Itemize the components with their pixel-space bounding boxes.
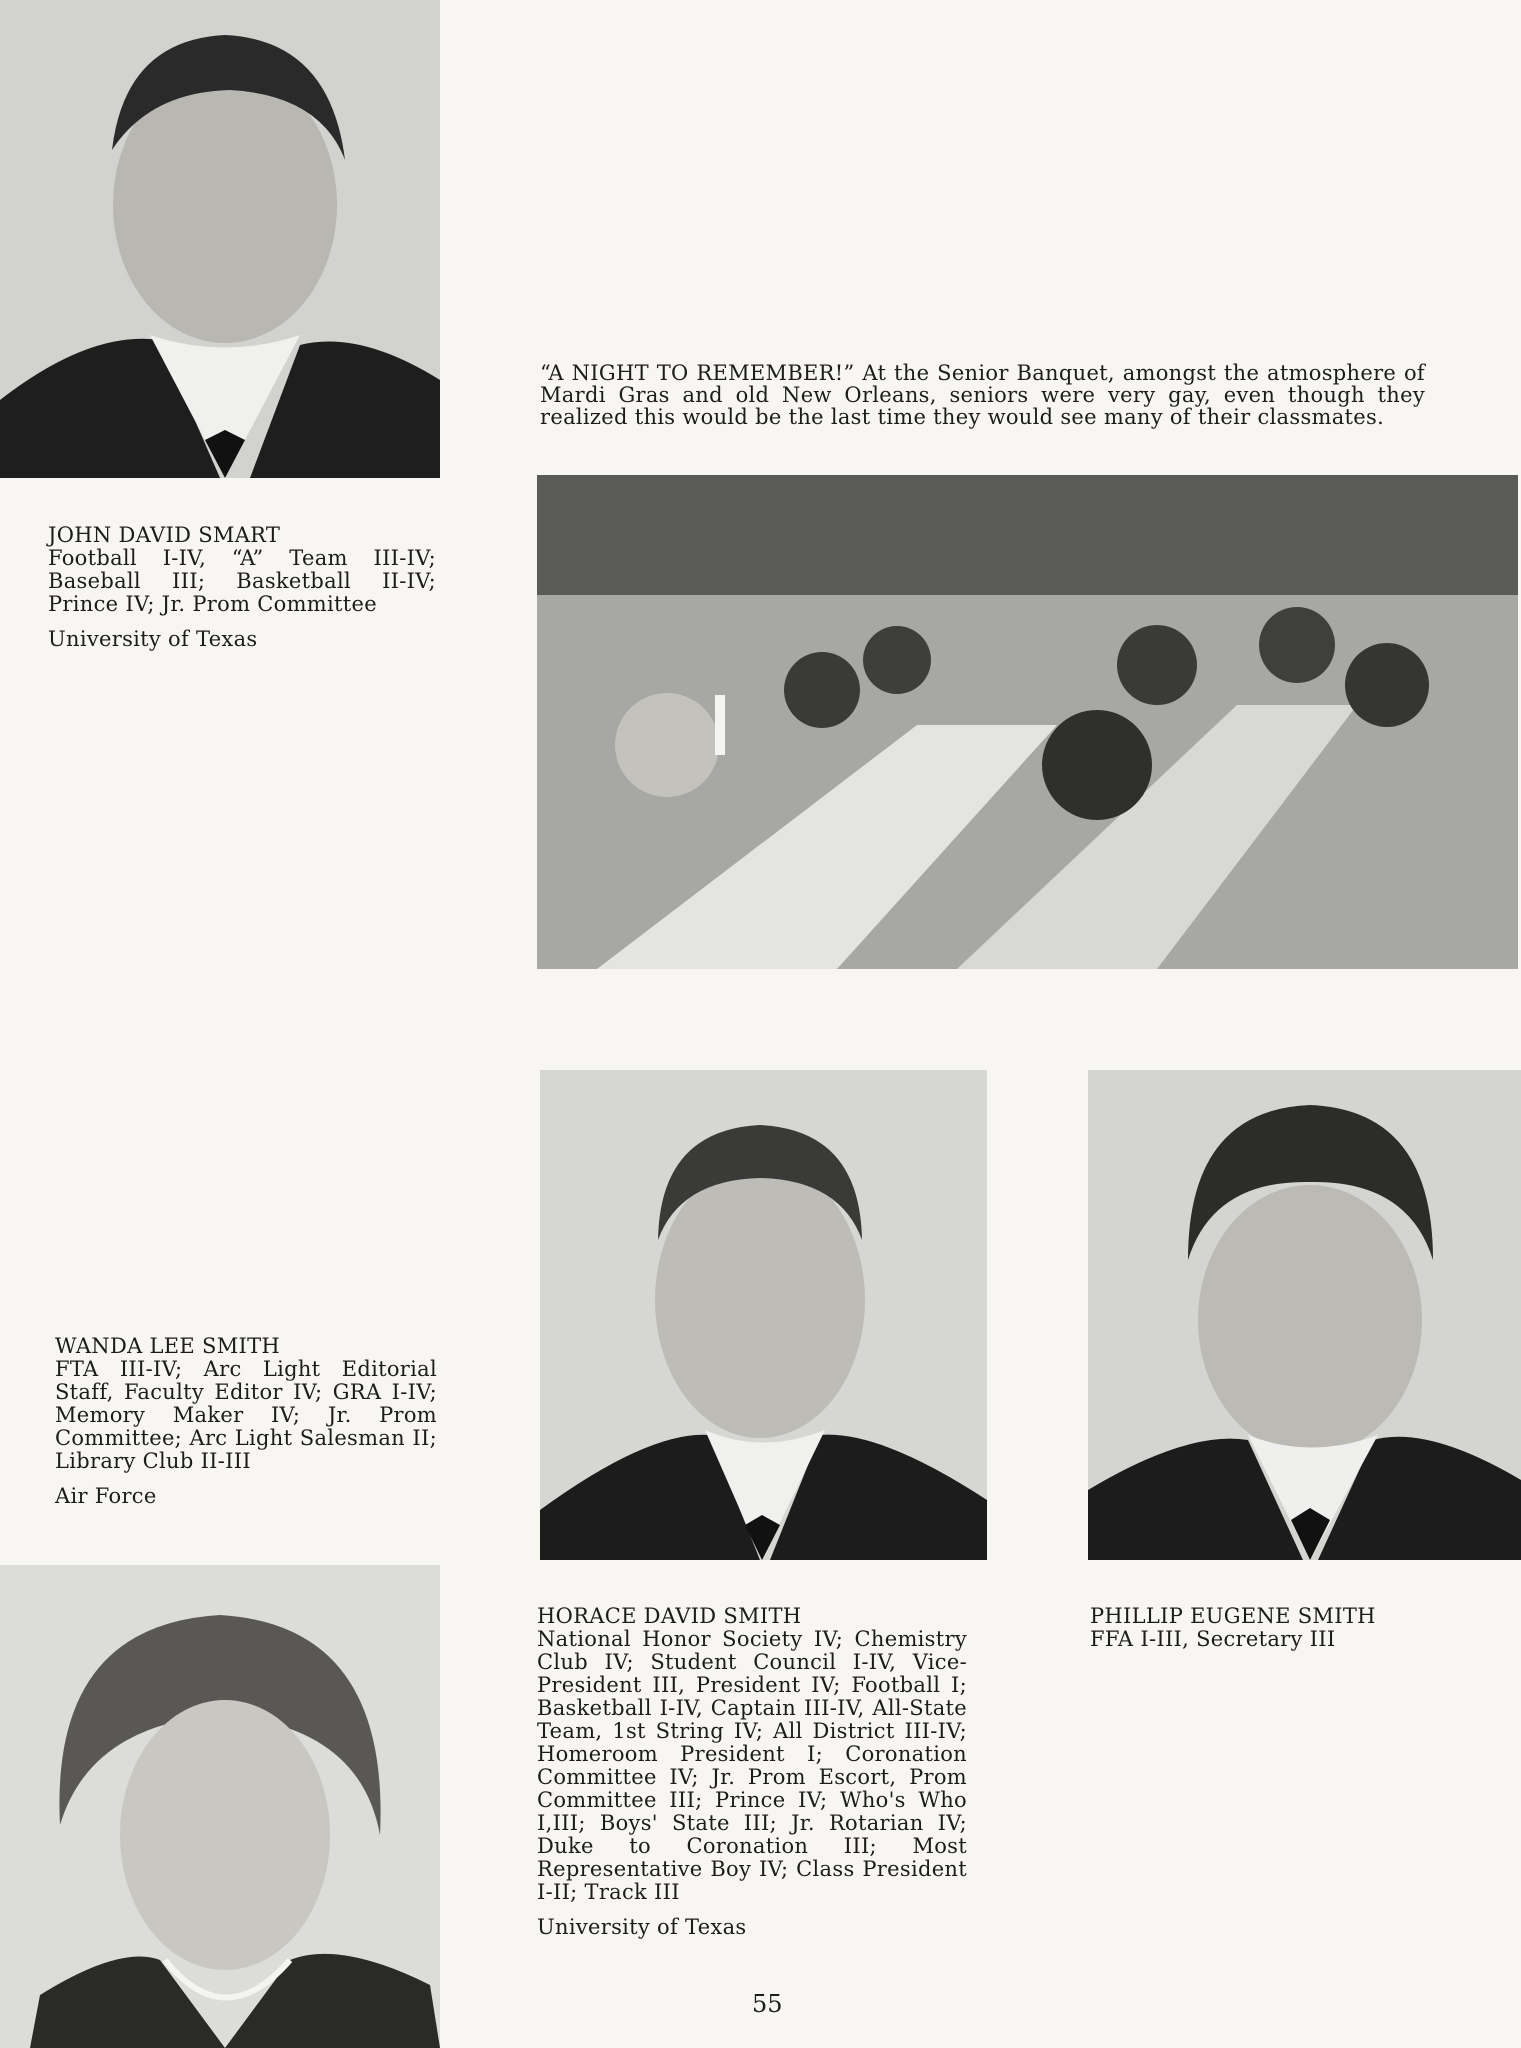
senior-entry-john-david-smart xyxy=(48,524,436,651)
banquet-photo xyxy=(537,475,1518,969)
senior-name: JOHN DAVID SMART xyxy=(48,523,281,547)
banquet-caption: “A NIGHT TO REMEMBER!” At the Senior Banquet, amongst the atmosphere of Mardi Gras and old New Orleans, seniors were very gay, even though they realized this would be the last time they would see many of their classmates. xyxy=(540,361,1425,429)
senior-activities: Football I-IV, “A” Team III-IV; Baseball III; Basketball II-IV; Prince IV; Jr. Prom Committee xyxy=(48,546,436,616)
senior-name: WANDA LEE SMITH xyxy=(55,1334,281,1358)
senior-name: PHILLIP EUGENE SMITH xyxy=(1090,1604,1376,1628)
senior-activities: FFA I-III, Secretary III xyxy=(1090,1627,1336,1651)
page-number: 55 xyxy=(752,1990,783,2018)
portrait-wanda-lee-smith xyxy=(0,1565,440,2048)
senior-entry-phillip-eugene-smith xyxy=(1090,1605,1510,1651)
portrait-john-david-smart xyxy=(0,0,440,478)
portrait-phillip-eugene-smith xyxy=(1088,1070,1521,1560)
senior-activities: FTA III-IV; Arc Light Editorial Staff, Faculty Editor IV; GRA I-IV; Memory Maker IV; Jr. Prom Committee; Arc Light Salesman II; Library Club II-III xyxy=(55,1357,437,1473)
senior-activities: National Honor Society IV; Chemistry Club IV; Student Council I-IV, Vice-President III, President IV; Football I; Basketball I-IV, Captain III-IV, All-State Team, 1st String IV; All District III-IV; Homeroom President I; Coronation Committee IV; Jr. Prom Escort, Prom Committee III; Prince IV; Who's Who I,III; Boys' State III; Jr. Rotarian IV; Duke to Coronation III; Most Representative Boy IV; Class President I-II; Track III xyxy=(537,1627,967,1904)
senior-entry-horace-david-smith xyxy=(537,1605,967,1939)
senior-entry-wanda-lee-smith xyxy=(55,1335,437,1508)
portrait-horace-david-smith xyxy=(540,1070,987,1560)
senior-destination: University of Texas xyxy=(48,627,258,651)
senior-name: HORACE DAVID SMITH xyxy=(537,1604,802,1628)
senior-destination: Air Force xyxy=(55,1484,157,1508)
senior-destination: University of Texas xyxy=(537,1915,747,1939)
